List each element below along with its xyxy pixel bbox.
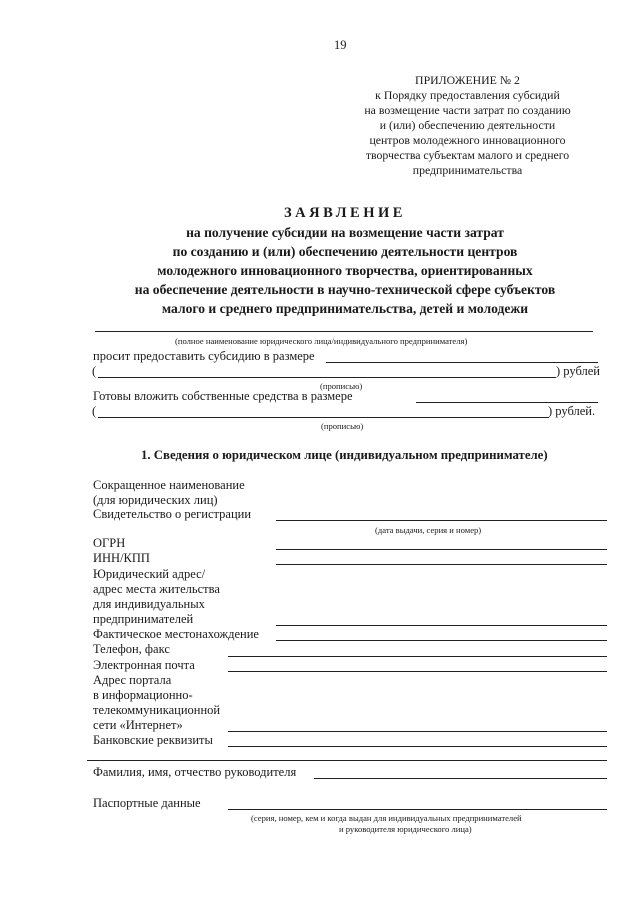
title-line: по созданию и (или) обеспечению деятельности центров: [172, 244, 518, 259]
passport-field[interactable]: [228, 809, 607, 810]
actual-location-field[interactable]: [276, 640, 607, 641]
appendix-line: предпринимательства: [412, 163, 523, 177]
subsidy-amount-words-field[interactable]: [98, 377, 556, 378]
portal-label: в информационно-: [93, 688, 193, 702]
section-heading: 1. Сведения о юридическом лице (индивидуальном предпринимателе): [141, 448, 548, 462]
legal-address-label: Юридический адрес/: [93, 567, 206, 581]
legal-address-label: адрес места жительства: [93, 582, 220, 596]
in-words-caption: (прописью): [321, 421, 364, 431]
own-funds-label: Готовы вложить собственные средства в размере: [93, 389, 353, 403]
subsidy-label: просит предоставить субсидию в размере: [93, 349, 315, 363]
email-field[interactable]: [228, 671, 607, 672]
appendix-line: на возмещение части затрат по созданию: [364, 103, 571, 117]
applicant-name-field[interactable]: [95, 331, 593, 332]
page-number: 19: [334, 38, 347, 52]
appendix-line: центров молодежного инновационного: [369, 133, 566, 147]
title-line: малого и среднего предпринимательства, детей и молодежи: [161, 301, 529, 316]
head-name-field[interactable]: [314, 778, 607, 779]
title-heading: ЗАЯВЛЕНИЕ: [284, 205, 406, 221]
portal-label: телекоммуникационной: [93, 703, 221, 717]
appendix-line: ПРИЛОЖЕНИЕ № 2: [415, 73, 520, 87]
bank-label: Банковские реквизиты: [93, 733, 213, 747]
appendix-block: [340, 73, 595, 178]
open-paren: (: [92, 364, 97, 378]
subsidy-amount-field[interactable]: [326, 362, 598, 363]
appendix-line: творчества субъектам малого и среднего: [365, 148, 570, 162]
appendix-line: к Порядку предоставления субсидий: [375, 88, 560, 102]
legal-address-label: для индивидуальных: [93, 597, 205, 611]
rubles-label: ) рублей: [556, 364, 600, 378]
certificate-label: Свидетельство о регистрации: [93, 507, 252, 521]
short-name-label: Сокращенное наименование: [93, 478, 245, 492]
portal-label: Адрес портала: [93, 673, 172, 687]
legal-address-label: предпринимателей: [93, 612, 194, 626]
applicant-name-caption: (полное наименование юридического лица/индивидуального предпринимателя): [175, 336, 468, 346]
ogrn-label: ОГРН: [93, 536, 126, 550]
open-paren: (: [92, 404, 97, 418]
title-line: на получение субсидии на возмещение части затрат: [186, 225, 504, 240]
certificate-caption: (дата выдачи, серия и номер): [375, 525, 482, 535]
own-funds-amount-field[interactable]: [416, 402, 598, 403]
rubles-label: ) рублей.: [548, 404, 596, 418]
portal-field[interactable]: [228, 731, 607, 732]
inn-field[interactable]: [276, 564, 607, 565]
title-line: молодежного инновационного творчества, ориентированных: [157, 263, 533, 278]
legal-address-field[interactable]: [276, 625, 607, 626]
head-name-label: Фамилия, имя, отчество руководителя: [93, 765, 297, 779]
email-label: Электронная почта: [93, 658, 195, 672]
certificate-field[interactable]: [276, 520, 607, 521]
passport-caption: и руководителя юридического лица): [339, 824, 472, 834]
ogrn-field[interactable]: [276, 549, 607, 550]
appendix-line: и (или) обеспечению деятельности: [379, 118, 556, 132]
inn-label: ИНН/КПП: [93, 551, 150, 565]
phone-field[interactable]: [228, 656, 607, 657]
in-words-caption: (прописью): [320, 381, 363, 391]
title-line: на обеспечение деятельности в научно-технической сфере субъектов: [134, 282, 556, 297]
own-funds-words-field[interactable]: [98, 417, 549, 418]
passport-label: Паспортные данные: [93, 796, 201, 810]
document-title: [60, 204, 630, 318]
phone-label: Телефон, факс: [93, 642, 170, 656]
short-name-label-note: (для юридических лиц): [93, 493, 218, 507]
bank-field[interactable]: [228, 746, 607, 747]
actual-location-label: Фактическое местонахождение: [93, 627, 259, 641]
portal-label: сети «Интернет»: [93, 718, 183, 732]
passport-caption: (серия, номер, кем и когда выдан для индивидуальных предпринимателей: [251, 813, 522, 823]
bank-field-extra[interactable]: [87, 760, 607, 761]
